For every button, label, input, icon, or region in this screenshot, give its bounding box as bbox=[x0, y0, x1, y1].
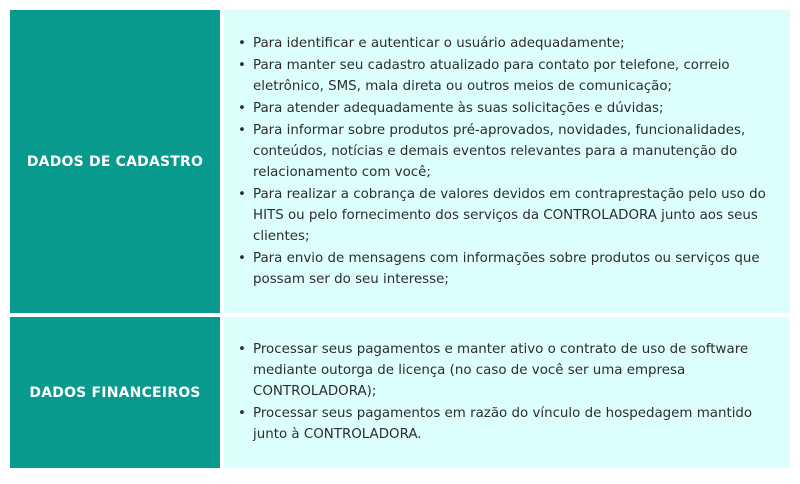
list-item: • Para manter seu cadastro atualizado para contato por telefone, correio eletrônico, SMS, mala direta ou outros meios de comunicação; bbox=[238, 55, 776, 97]
row-dados-financeiros bbox=[10, 317, 790, 468]
list-item: • Para atender adequadamente às suas solicitações e dúvidas; bbox=[238, 98, 776, 119]
list-item: • Para envio de mensagens com informações sobre produtos ou serviços que possam ser do seu interesse; bbox=[238, 248, 776, 290]
section-label-cadastro: DADOS DE CADASTRO bbox=[10, 10, 220, 313]
list-item: • Processar seus pagamentos e manter ativo o contrato de uso de software mediante outorga de licença (no caso de você ser uma empresa CONTROLADORA); bbox=[238, 339, 776, 402]
list-item: • Processar seus pagamentos em razão do vínculo de hospedagem mantido junto à CONTROLADORA. bbox=[238, 403, 776, 445]
section-content-cadastro bbox=[224, 10, 790, 313]
list-item: • Para realizar a cobrança de valores devidos em contraprestação pelo uso do HITS ou pelo fornecimento dos serviços da CONTROLADORA junto aos seus clientes; bbox=[238, 184, 776, 247]
list-item: • Para informar sobre produtos pré-aprovados, novidades, funcionalidades, conteúdos, notícias e demais eventos relevantes para a manutenção do relacionamento com você; bbox=[238, 120, 776, 183]
section-content-financeiros bbox=[224, 317, 790, 468]
list-item: • Para identificar e autenticar o usuário adequadamente; bbox=[238, 33, 776, 54]
section-label-financeiros: DADOS FINANCEIROS bbox=[10, 317, 220, 468]
data-usage-table bbox=[10, 10, 790, 468]
purpose-list-financeiros bbox=[224, 339, 776, 446]
row-dados-de-cadastro bbox=[10, 10, 790, 313]
purpose-list-cadastro bbox=[224, 33, 776, 291]
